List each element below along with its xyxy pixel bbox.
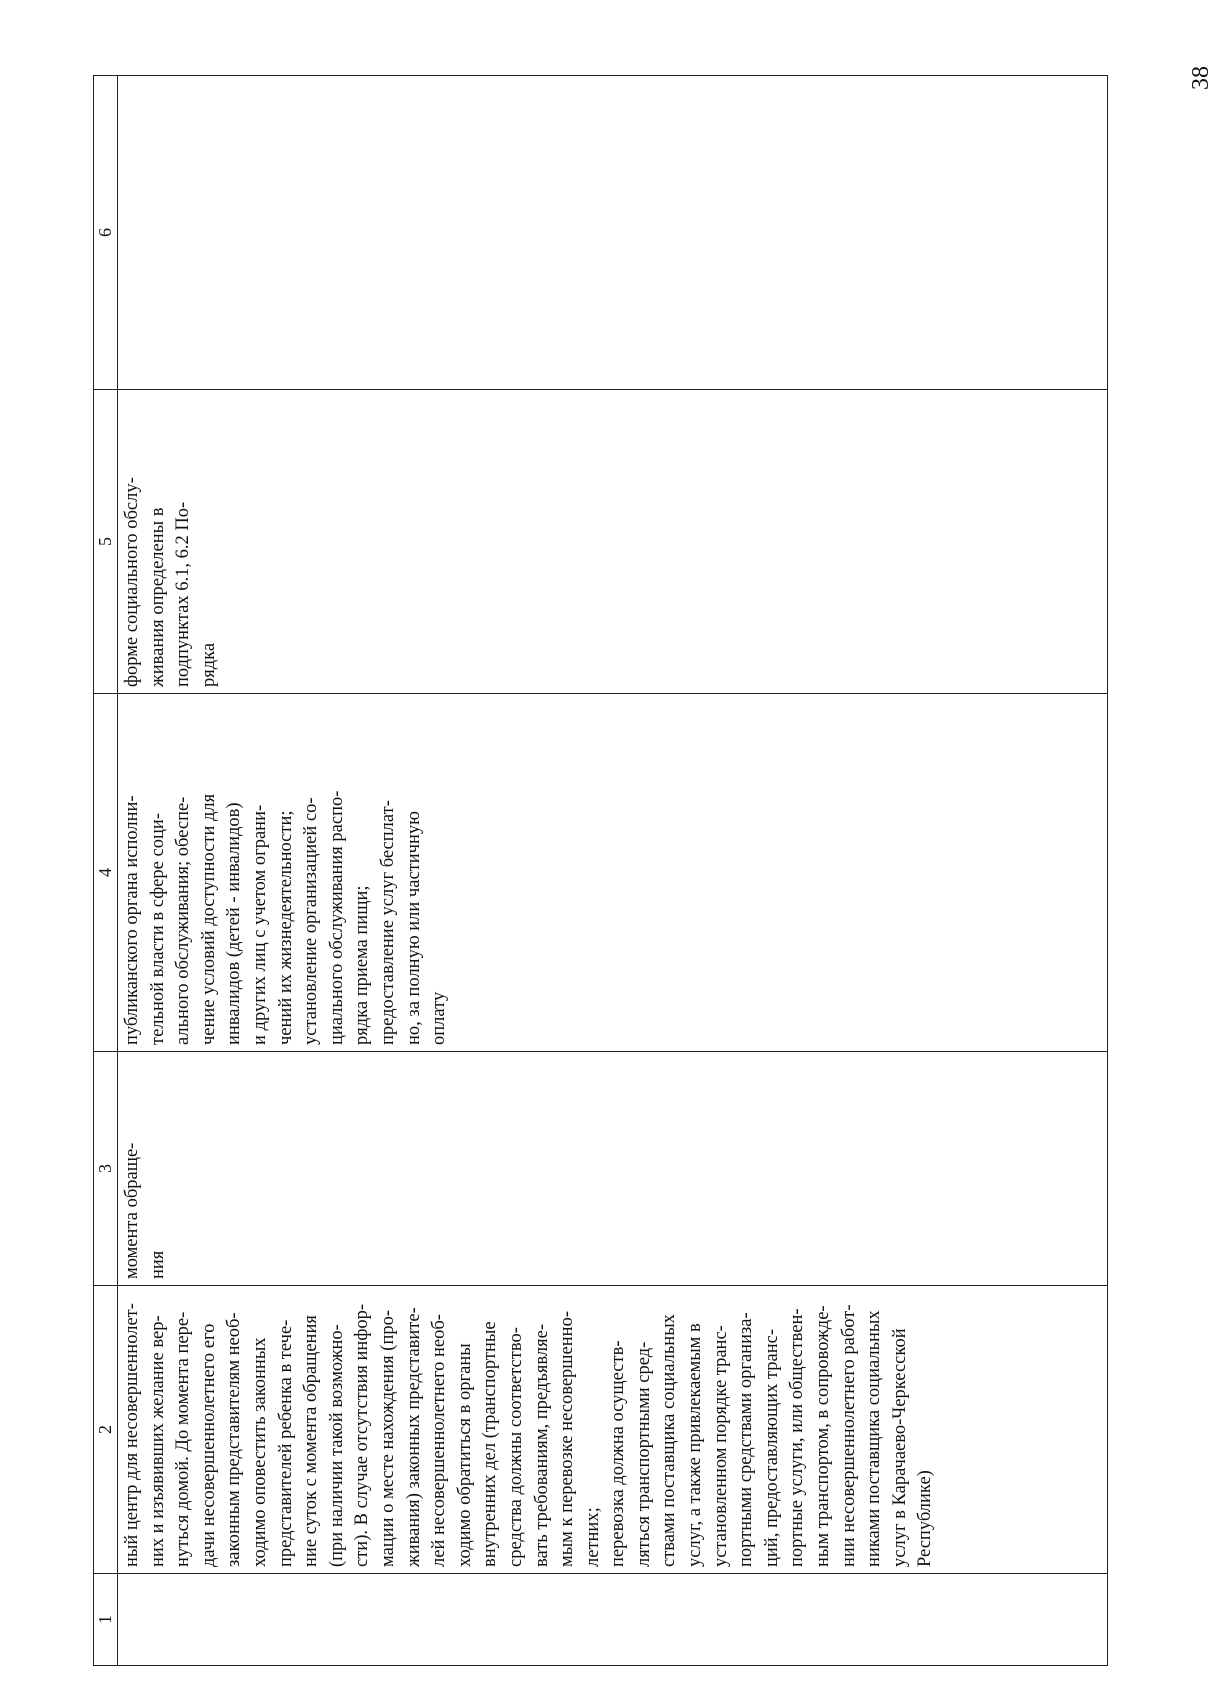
cell-text-line: ходимо оповестить законных [249, 1337, 270, 1567]
cell-text-line: лей несовершеннолетнего необ- [429, 1314, 450, 1567]
cell-text-line: форме социального обслу- [122, 477, 142, 687]
cell-col-6 [118, 76, 1108, 390]
cell-text-line: нуться домой. До момента пере- [173, 1311, 194, 1567]
header-col-2: 2 [94, 1286, 118, 1574]
cell-text-line: живания определены в [147, 507, 168, 687]
cell-text-line: услуг в Карачаево-Черкесской [889, 1328, 910, 1567]
cell-text-line: портными средствами организа- [736, 1312, 757, 1567]
cell-text-line: ций, предоставляющих транс- [761, 1328, 782, 1567]
cell-text-line: публиканского органа исполни- [122, 795, 142, 1045]
cell-text-line: циального обслуживания распо- [326, 790, 347, 1045]
cell-text-line: инвалидов (детей - инвалидов) [224, 802, 245, 1045]
services-table [93, 75, 1108, 1666]
cell-text-line: никами поставщика социальных [864, 1310, 885, 1567]
cell-text-line: ным транспортом, в сопровожде- [813, 1305, 834, 1567]
cell-text-line: дачи несовершеннолетнего его [198, 1323, 219, 1567]
cell-text-line: чений их жизнедеятельности; [275, 810, 296, 1045]
cell-text-line: чение условий доступности для [198, 793, 219, 1045]
cell-col-2 [118, 1286, 1108, 1574]
cell-text-line: законным представителям необ- [224, 1312, 245, 1567]
cell-text-line: момента обраще- [122, 1142, 142, 1279]
cell-text-line: ный центр для несовершеннолет- [122, 1303, 142, 1567]
cell-text-line: и других лиц с учетом ограни- [249, 804, 270, 1045]
services-table-wrapper [93, 76, 1108, 1666]
cell-col-3 [118, 1052, 1108, 1286]
header-row [94, 76, 118, 1666]
cell-text-line: подпунктах 6.1, 6.2 По- [173, 501, 194, 687]
cell-text-line: сти). В случае отсутствия инфор- [352, 1304, 373, 1567]
cell-text-line: Республике) [915, 1470, 936, 1567]
cell-text-line: средства должны соответство- [505, 1327, 526, 1567]
cell-text-line: вать требованиям, предъявляе- [531, 1324, 552, 1567]
cell-text-line: ляться транспортными сред- [633, 1341, 654, 1567]
cell-text-line: них и изъявивших желание вер- [147, 1315, 168, 1567]
cell-text-line: ния [147, 1250, 168, 1279]
cell-text-line: живания) законных представите- [403, 1307, 424, 1567]
cell-text-line: представителей ребенка в тече- [275, 1319, 296, 1567]
cell-col-1 [118, 1574, 1108, 1666]
cell-text-line: мым к перевозке несовершенно- [557, 1311, 578, 1567]
cell-text-line: нии несовершеннолетнего работ- [838, 1304, 859, 1567]
cell-text-line: тельной власти в сфере соци- [147, 813, 168, 1045]
cell-col-5 [118, 390, 1108, 694]
cell-text-line: рядка [198, 642, 219, 687]
cell-text-line: предоставление услуг бесплат- [377, 800, 398, 1045]
cell-text-line: (при наличии такой возможно- [326, 1324, 347, 1567]
cell-text-line: оплату [429, 991, 450, 1045]
header-col-4: 4 [94, 694, 118, 1052]
cell-text-line: рядка приема пищи; [352, 885, 373, 1045]
cell-text-line: мации о месте нахождения (про- [377, 1309, 398, 1567]
header-col-6: 6 [94, 76, 118, 390]
cell-text-line: установление организацией со- [301, 797, 322, 1045]
cell-text-line: ние суток с момента обращения [301, 1315, 322, 1567]
table-row [118, 76, 1108, 1666]
header-col-3: 3 [94, 1052, 118, 1286]
header-col-5: 5 [94, 390, 118, 694]
cell-col-4 [118, 694, 1108, 1052]
cell-text-line: ствами поставщика социальных [659, 1314, 680, 1567]
cell-text-line: ального обслуживания; обеспе- [173, 796, 194, 1045]
header-col-1: 1 [94, 1574, 118, 1666]
cell-text-line: перевозка должна осуществ- [608, 1340, 629, 1567]
cell-text-line: портные услуги, или обществен- [787, 1308, 808, 1567]
cell-text-line: установленном порядке транс- [710, 1325, 731, 1567]
page-number: 38 [1188, 66, 1214, 90]
cell-text-line: внутренних дел (транспортные [480, 1321, 501, 1567]
cell-text-line: но, за полную или частичную [403, 811, 424, 1045]
cell-text-line: услуг, а также привлекаемым в [685, 1323, 706, 1567]
cell-text-line: летних; [582, 1507, 603, 1567]
cell-text-line: ходимо обратиться в органы [454, 1343, 475, 1567]
